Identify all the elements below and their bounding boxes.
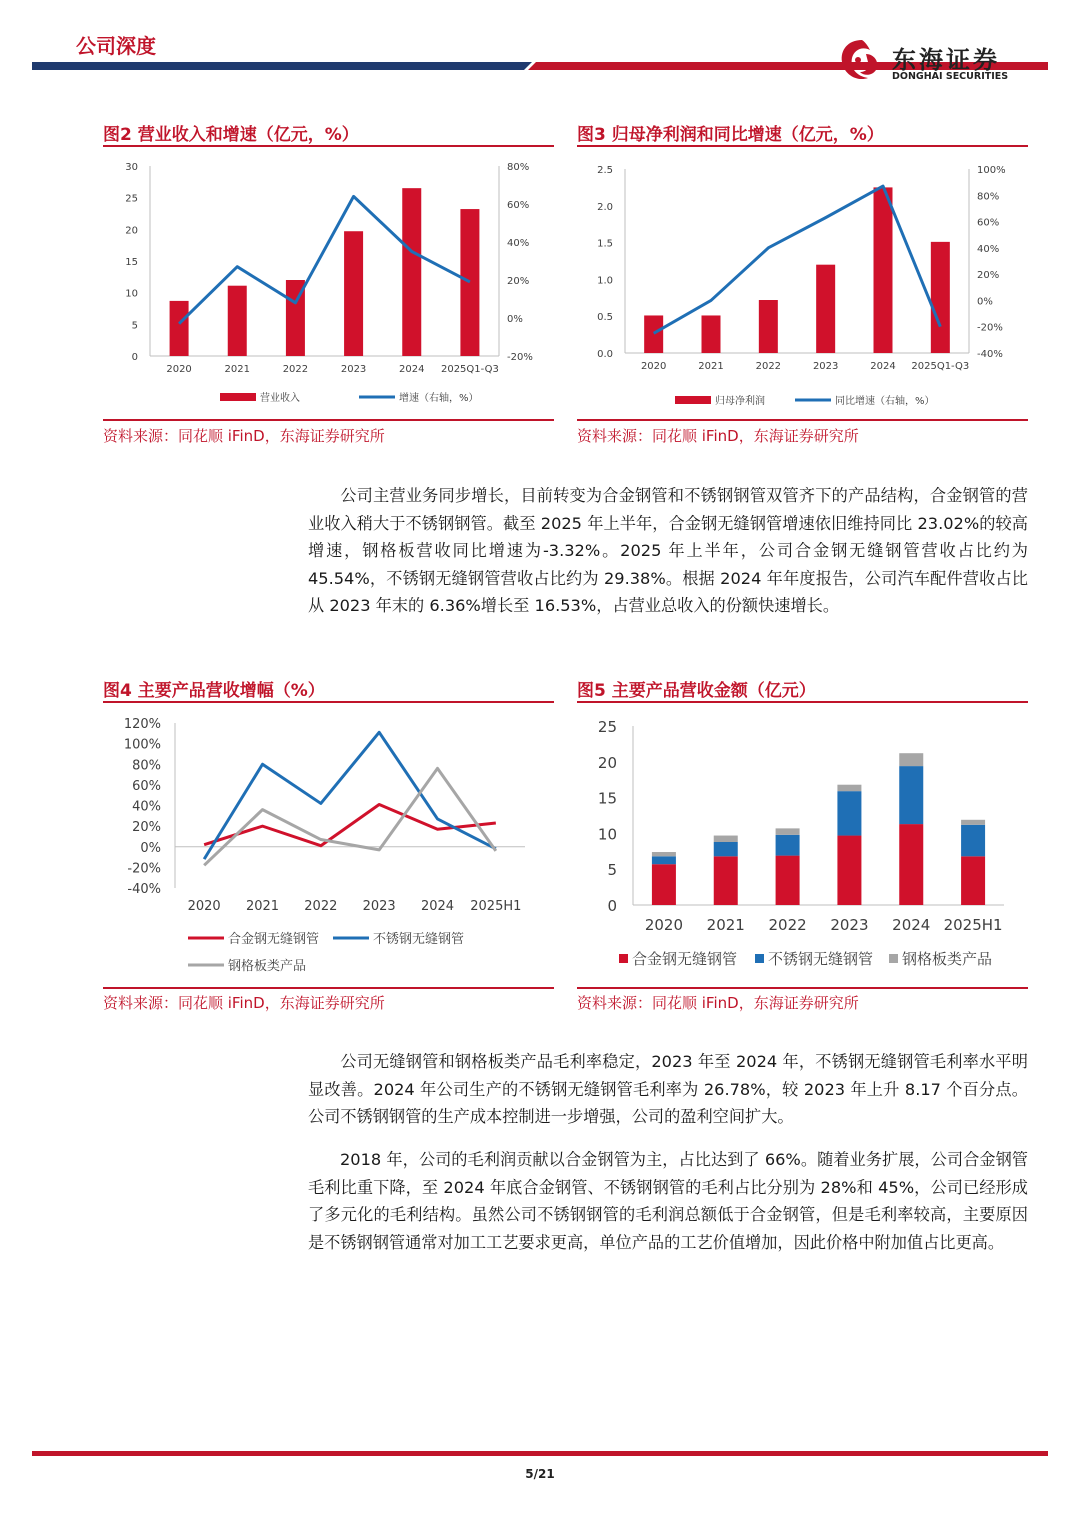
x-tick-label: 2024 <box>892 916 931 934</box>
fig2-source: 资料来源：同花顺 iFinD，东海证券研究所 <box>103 427 385 445</box>
bar <box>644 315 663 353</box>
x-tick-label: 2023 <box>830 916 869 934</box>
y-tick-label: 20 <box>597 753 617 772</box>
paragraph-3-text: 2018 年，公司的毛利润贡献以合金钢管为主，占比达到了 66%。随着业务扩展，公司合金钢管毛利比重下降，至 2024 年底合金钢管、不锈钢钢管的毛利占比分别为 28%和 45%，公司已经形成了多元化的毛利结构。虽然公司不锈钢钢管的毛利润总额低于合金钢管，但是毛利率较高，主要原因是不锈钢钢管通常对加工工艺要求更高，单位产品的工艺价值增加，因此价格中附加值占比更高。 <box>308 1150 1028 1252</box>
bar-segment <box>714 856 738 905</box>
bar-segment <box>961 856 985 905</box>
paragraph-3 <box>308 1146 1028 1256</box>
x-tick-label: 2023 <box>812 361 839 372</box>
y-tick-label: 1.0 <box>597 275 613 287</box>
x-tick-label: 2020 <box>166 364 192 375</box>
x-tick-label: 2024 <box>399 364 425 375</box>
series-line <box>204 732 496 859</box>
paragraph-2-text: 公司无缝钢管和钢格板类产品毛利率稳定，2023 年至 2024 年，不锈钢无缝钢管毛利率水平明显改善。2024 年公司生产的不锈钢无缝钢管毛利率为 26.78%，较 2023 年上升 8.17 个百分点。公司不锈钢钢管的生产成本控制进一步增强，公司的盈利空间扩大。 <box>308 1052 1028 1126</box>
legend-swatch <box>220 393 256 401</box>
y-tick-label: 0.5 <box>597 312 613 324</box>
y-tick-label: 2.5 <box>597 165 613 176</box>
x-tick-label: 2020 <box>640 361 667 372</box>
y-tick-label: 120% <box>123 717 161 732</box>
bar-segment <box>652 856 676 864</box>
x-tick-label: 2020 <box>187 899 221 914</box>
y-tick-label: 2.0 <box>597 201 613 213</box>
fig5-chart <box>577 706 1028 984</box>
x-tick-label: 2021 <box>706 916 745 934</box>
bar-segment <box>899 824 923 905</box>
y2-tick-label: 60% <box>977 217 1000 229</box>
y-tick-label: 25 <box>597 718 617 736</box>
bar <box>931 242 950 353</box>
fig4-chart <box>103 706 554 984</box>
fig4-title: 图4 主要产品营收增幅（%） <box>103 681 325 701</box>
y2-tick-label: 80% <box>507 162 530 173</box>
y-tick-label: 60% <box>132 778 161 794</box>
fig5-title: 图5 主要产品营收金额（亿元） <box>577 681 816 701</box>
x-tick-label: 2021 <box>698 361 724 372</box>
y-tick-label: 5 <box>607 861 617 880</box>
y2-tick-label: -40% <box>977 349 1003 360</box>
legend-label: 同比增速（右轴，%） <box>835 396 935 407</box>
bar <box>874 187 893 353</box>
y-tick-label: 5 <box>131 320 138 332</box>
y2-tick-label: -20% <box>507 352 533 363</box>
logo-en: DONGHAI SECURITIES <box>892 71 1009 82</box>
y2-tick-label: 60% <box>507 200 530 211</box>
y2-tick-label: 0% <box>507 314 523 325</box>
fig3-chart <box>577 150 1028 415</box>
bar-segment <box>652 852 676 856</box>
paragraph-1 <box>308 482 1028 620</box>
y-tick-label: -40% <box>127 882 161 897</box>
y-tick-label: 1.5 <box>597 238 613 250</box>
logo-cn: 东海证券 <box>892 46 1000 74</box>
y2-tick-label: 20% <box>507 276 530 287</box>
y2-tick-label: 80% <box>977 191 1000 203</box>
fig5-rule <box>577 701 1028 703</box>
bar-segment <box>899 753 923 766</box>
legend-label: 合金钢无缝钢管 <box>228 932 320 947</box>
bar <box>816 265 835 353</box>
bar-segment <box>961 820 985 825</box>
fig3-bottom-rule <box>577 419 1028 421</box>
bar-segment <box>837 785 861 791</box>
series-line <box>654 186 941 333</box>
legend-swatch <box>675 396 711 404</box>
y2-tick-label: 100% <box>977 165 1006 176</box>
x-tick-label: 2023 <box>362 899 396 914</box>
y2-tick-label: 20% <box>977 270 1000 282</box>
x-tick-label: 2025H1 <box>943 916 1003 934</box>
legend-swatch <box>889 954 898 963</box>
fig3-source: 资料来源：同花顺 iFinD，东海证券研究所 <box>577 427 859 445</box>
fig3-title: 图3 归母净利润和同比增速（亿元，%） <box>577 125 884 145</box>
y-tick-label: 0 <box>131 352 138 363</box>
x-tick-label: 2022 <box>304 899 338 914</box>
bar-segment <box>837 836 861 905</box>
y-tick-label: 20% <box>132 820 161 836</box>
fig4-bottom-rule <box>103 987 554 989</box>
bar-segment <box>776 835 800 856</box>
legend-swatch <box>619 954 628 963</box>
x-tick-label: 2022 <box>282 364 309 375</box>
fig5-bottom-rule <box>577 987 1028 989</box>
bar <box>228 286 247 356</box>
x-tick-label: 2022 <box>755 361 782 372</box>
y-tick-label: 0 <box>607 897 617 915</box>
y-tick-label: 0.0 <box>597 349 613 360</box>
x-tick-label: 2025Q1-Q3 <box>911 361 970 372</box>
y-tick-label: -20% <box>127 861 161 877</box>
y-tick-label: 10 <box>125 288 138 300</box>
dragon-logo-icon <box>836 36 888 86</box>
section-title: 公司深度 <box>76 34 156 58</box>
x-tick-label: 2025Q1-Q3 <box>440 364 499 375</box>
series-line <box>204 768 496 865</box>
series-line <box>179 196 470 323</box>
y-tick-label: 15 <box>597 789 617 808</box>
bar-segment <box>714 842 738 856</box>
paragraph-1-text: 公司主营业务同步增长，目前转变为合金钢管和不锈钢钢管双管齐下的产品结构，合金钢管的营业收入稍大于不锈钢钢管。截至 2025 年上半年，合金钢无缝钢管增速依旧维持同比 23.02%的较高增速，钢格板营收同比增速为-3.32%。2025 年上半年，公司合金钢无缝钢管营收占比约为 45.54%，不锈钢无缝钢管营收占比约为 29.38%。根据 2024 年年度报告，公司汽车配件营收占比从 2023 年末的 6.36%增长至 16.53%，占营业总收入的份额快速增长。 <box>308 486 1028 615</box>
y-tick-label: 15 <box>125 257 138 268</box>
legend-label: 钢格板类产品 <box>902 950 993 968</box>
y-tick-label: 40% <box>132 799 161 815</box>
fig2-title: 图2 营业收入和增速（亿元，%） <box>103 125 359 145</box>
bar-segment <box>899 766 923 824</box>
y-tick-label: 20 <box>125 225 138 237</box>
footer-bar <box>32 1451 1048 1456</box>
fig2-rule <box>103 145 554 147</box>
x-tick-label: 2021 <box>224 364 250 375</box>
bar-segment <box>652 864 676 905</box>
bar-segment <box>776 856 800 905</box>
legend-label: 钢格板类产品 <box>228 959 307 974</box>
fig2-chart <box>103 150 554 415</box>
y-tick-label: 80% <box>132 758 161 774</box>
x-tick-label: 2020 <box>644 916 684 934</box>
bar-segment <box>961 825 985 857</box>
y-tick-label: 100% <box>123 737 161 753</box>
bar <box>759 300 778 353</box>
y-tick-label: 25 <box>125 193 138 205</box>
legend-label: 合金钢无缝钢管 <box>632 950 738 968</box>
y2-tick-label: 40% <box>507 238 530 249</box>
bar <box>170 301 189 356</box>
fig2-bottom-rule <box>103 419 554 421</box>
bar <box>344 231 363 356</box>
y-tick-label: 10 <box>597 825 617 844</box>
y2-tick-label: 0% <box>977 296 993 308</box>
y-tick-label: 30 <box>125 162 138 173</box>
paragraph-2 <box>308 1048 1028 1131</box>
bar-segment <box>776 828 800 834</box>
bar-segment <box>714 836 738 842</box>
x-tick-label: 2021 <box>245 899 280 914</box>
legend-label: 营业收入 <box>260 393 300 404</box>
legend-swatch <box>755 954 764 963</box>
bar <box>702 315 721 353</box>
y-tick-label: 0% <box>140 840 161 856</box>
logo <box>836 36 1026 86</box>
y2-tick-label: 40% <box>977 243 1000 255</box>
bar <box>402 188 421 356</box>
x-tick-label: 2025H1 <box>470 899 522 914</box>
fig4-rule <box>103 701 554 703</box>
fig5-source: 资料来源：同花顺 iFinD，东海证券研究所 <box>577 994 859 1012</box>
x-tick-label: 2024 <box>420 899 455 914</box>
legend-label: 增速（右轴，%） <box>399 393 479 404</box>
fig4-source: 资料来源：同花顺 iFinD，东海证券研究所 <box>103 994 385 1012</box>
x-tick-label: 2024 <box>870 361 896 372</box>
x-tick-label: 2022 <box>768 916 807 934</box>
x-tick-label: 2023 <box>340 364 367 375</box>
legend-label: 不锈钢无缝钢管 <box>373 932 465 947</box>
bar-segment <box>837 791 861 835</box>
legend-label: 不锈钢无缝钢管 <box>768 950 874 968</box>
fig3-rule <box>577 145 1028 147</box>
y2-tick-label: -20% <box>977 322 1003 334</box>
bar <box>460 209 479 356</box>
page-number: 5/21 <box>525 1467 555 1481</box>
legend-label: 归母净利润 <box>715 396 765 407</box>
